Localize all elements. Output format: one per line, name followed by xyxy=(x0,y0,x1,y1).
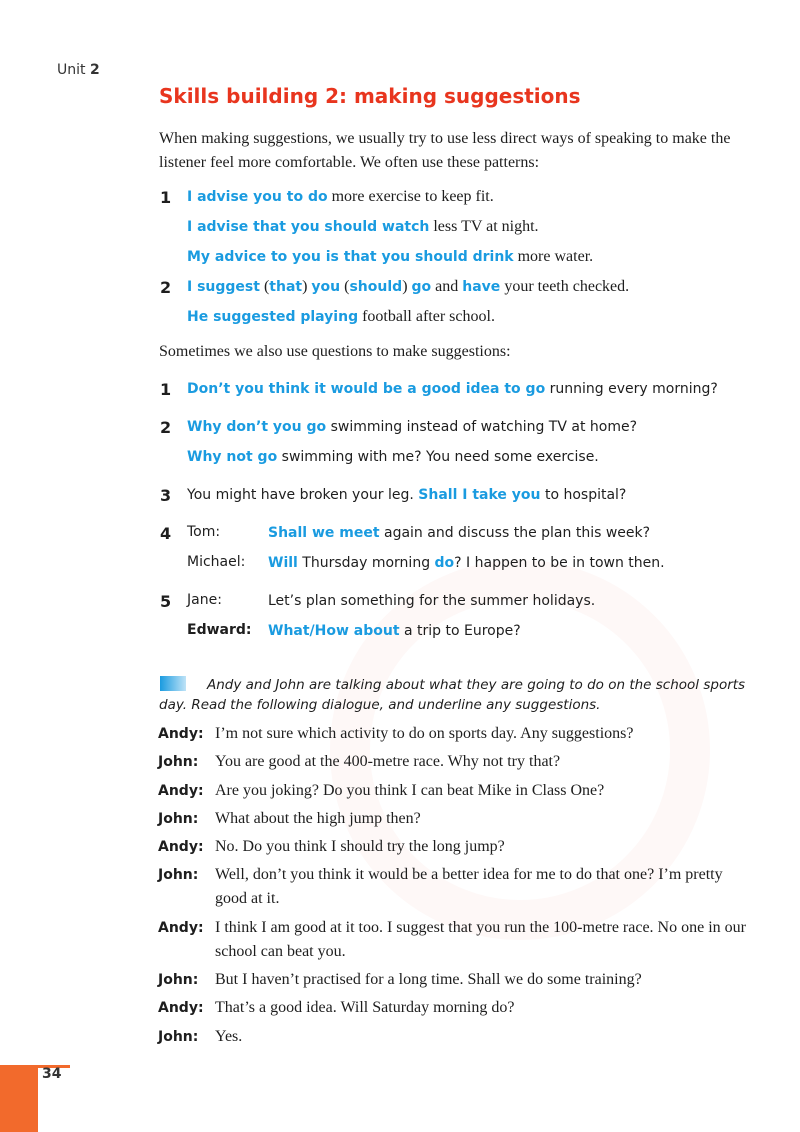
question-text: running every morning? xyxy=(545,381,718,397)
pattern-text: more exercise to keep fit. xyxy=(327,188,494,205)
dialogue-speaker: Andy: xyxy=(158,1000,204,1016)
question-text: You might have broken your leg. xyxy=(187,487,419,503)
pattern-highlight: I advise you to do xyxy=(187,189,328,205)
question-text: to hospital? xyxy=(540,487,627,503)
pattern-text: your teeth checked. xyxy=(500,278,630,295)
question-line xyxy=(187,379,718,399)
pattern-highlight: I suggest xyxy=(187,279,260,295)
question-highlight: What/How about xyxy=(268,623,400,639)
pattern-highlight: you xyxy=(311,279,341,295)
pattern-text: more water. xyxy=(513,248,594,265)
pattern-text: less TV at night. xyxy=(429,218,539,235)
dialogue-line: I think I am good at it too. I suggest that you run the 100-metre race. No one in our school can beat you. xyxy=(215,919,746,960)
pattern-number: 2 xyxy=(160,278,172,297)
question-speaker: Michael: xyxy=(187,554,246,570)
question-line xyxy=(268,553,665,573)
question-speaker: Jane: xyxy=(187,592,222,608)
dialogue-line: No. Do you think I should try the long jump? xyxy=(215,838,505,855)
question-speaker: Edward: xyxy=(187,622,252,638)
pattern-line xyxy=(187,307,495,327)
pattern-highlight: I advise that you should watch xyxy=(187,219,430,235)
pattern-highlight: He suggested playing xyxy=(187,309,359,325)
pattern-text: ( xyxy=(340,278,350,295)
question-highlight: Don’t you think it would be a good idea to go xyxy=(187,381,546,397)
dialogue-speaker: John: xyxy=(158,972,199,988)
dialogue-speaker: Andy: xyxy=(158,839,204,855)
pattern-text: and xyxy=(431,278,463,295)
dialogue-line: You are good at the 400-metre race. Why not try that? xyxy=(215,753,561,770)
page-title: Skills building 2: making suggestions xyxy=(159,84,581,108)
dialogue-speaker: John: xyxy=(158,1029,199,1045)
question-highlight: Will xyxy=(268,555,298,571)
dialogue-line: Yes. xyxy=(215,1028,243,1045)
task-text: Andy and John are talking about what they are going to do on the school sports day. Read the following dialogue, and underline any suggestions. xyxy=(159,677,746,713)
question-highlight: do xyxy=(434,555,455,571)
dialogue-speaker: John: xyxy=(158,754,199,770)
question-text: Thursday morning xyxy=(297,555,435,571)
pattern-number: 1 xyxy=(160,188,172,207)
task-instructions xyxy=(159,675,759,715)
pattern-text: ( xyxy=(259,278,270,295)
dialogue-speaker: Andy: xyxy=(158,783,204,799)
question-highlight: Shall we meet xyxy=(268,525,380,541)
pattern-highlight: that xyxy=(269,279,303,295)
dialogue-line: But I haven’t practised for a long time. Shall we do some training? xyxy=(215,971,642,988)
question-highlight: Why not go xyxy=(187,449,278,465)
question-line xyxy=(268,591,595,611)
question-number: 2 xyxy=(160,418,172,437)
question-number: 4 xyxy=(160,524,172,543)
pattern-highlight: should xyxy=(349,279,403,295)
pattern-highlight: My advice to you is that you should drink xyxy=(187,249,514,265)
pattern-text: football after school. xyxy=(358,308,495,325)
question-line xyxy=(187,417,637,437)
question-line xyxy=(268,523,650,543)
question-line xyxy=(268,621,521,641)
dialogue-line: What about the high jump then? xyxy=(215,810,421,827)
question-line xyxy=(187,485,626,505)
question-text: swimming with me? You need some exercise. xyxy=(277,449,599,465)
dialogue-speaker: John: xyxy=(158,811,199,827)
question-number: 3 xyxy=(160,486,172,505)
question-line xyxy=(187,447,599,467)
dialogue-line: That’s a good idea. Will Saturday morning do? xyxy=(215,999,515,1016)
page-number: 34 xyxy=(42,1066,62,1082)
pattern-line xyxy=(187,187,494,207)
unit-word: Unit xyxy=(57,62,86,78)
pattern-text: ) xyxy=(402,278,412,295)
pattern-line xyxy=(187,247,593,267)
question-speaker: Tom: xyxy=(187,524,221,540)
pattern-highlight: have xyxy=(462,279,501,295)
dialogue-line: Are you joking? Do you think I can beat Mike in Class One? xyxy=(215,782,605,799)
dialogue-speaker: Andy: xyxy=(158,726,204,742)
pattern-line xyxy=(187,217,539,237)
question-text: Let’s plan something for the summer holidays. xyxy=(268,593,596,609)
question-highlight: Why don’t you go xyxy=(187,419,327,435)
intro-paragraph: When making suggestions, we usually try to use less direct ways of speaking to make the listener feel more comfortable. We often use these patterns: xyxy=(159,130,731,171)
unit-label xyxy=(57,62,100,78)
question-number: 5 xyxy=(160,592,172,611)
pattern-text: ) xyxy=(302,278,312,295)
question-highlight: Shall I take you xyxy=(418,487,541,503)
question-text: a trip to Europe? xyxy=(399,623,521,639)
pattern-highlight: go xyxy=(411,279,432,295)
pattern-line xyxy=(187,277,629,297)
dialogue-speaker: Andy: xyxy=(158,920,204,936)
question-number: 1 xyxy=(160,380,172,399)
dialogue-line: I’m not sure which activity to do on sports day. Any suggestions? xyxy=(215,725,634,742)
unit-number: 2 xyxy=(89,62,100,78)
questions-intro: Sometimes we also use questions to make suggestions: xyxy=(159,343,511,360)
question-text: again and discuss the plan this week? xyxy=(379,525,651,541)
page-accent-bar xyxy=(0,1065,38,1132)
dialogue-line: Well, don’t you think it would be a better idea for me to do that one? I’m pretty good at it. xyxy=(215,866,723,907)
dialogue-speaker: John: xyxy=(158,867,199,883)
question-text: ? I happen to be in town then. xyxy=(454,555,665,571)
question-text: swimming instead of watching TV at home? xyxy=(326,419,638,435)
